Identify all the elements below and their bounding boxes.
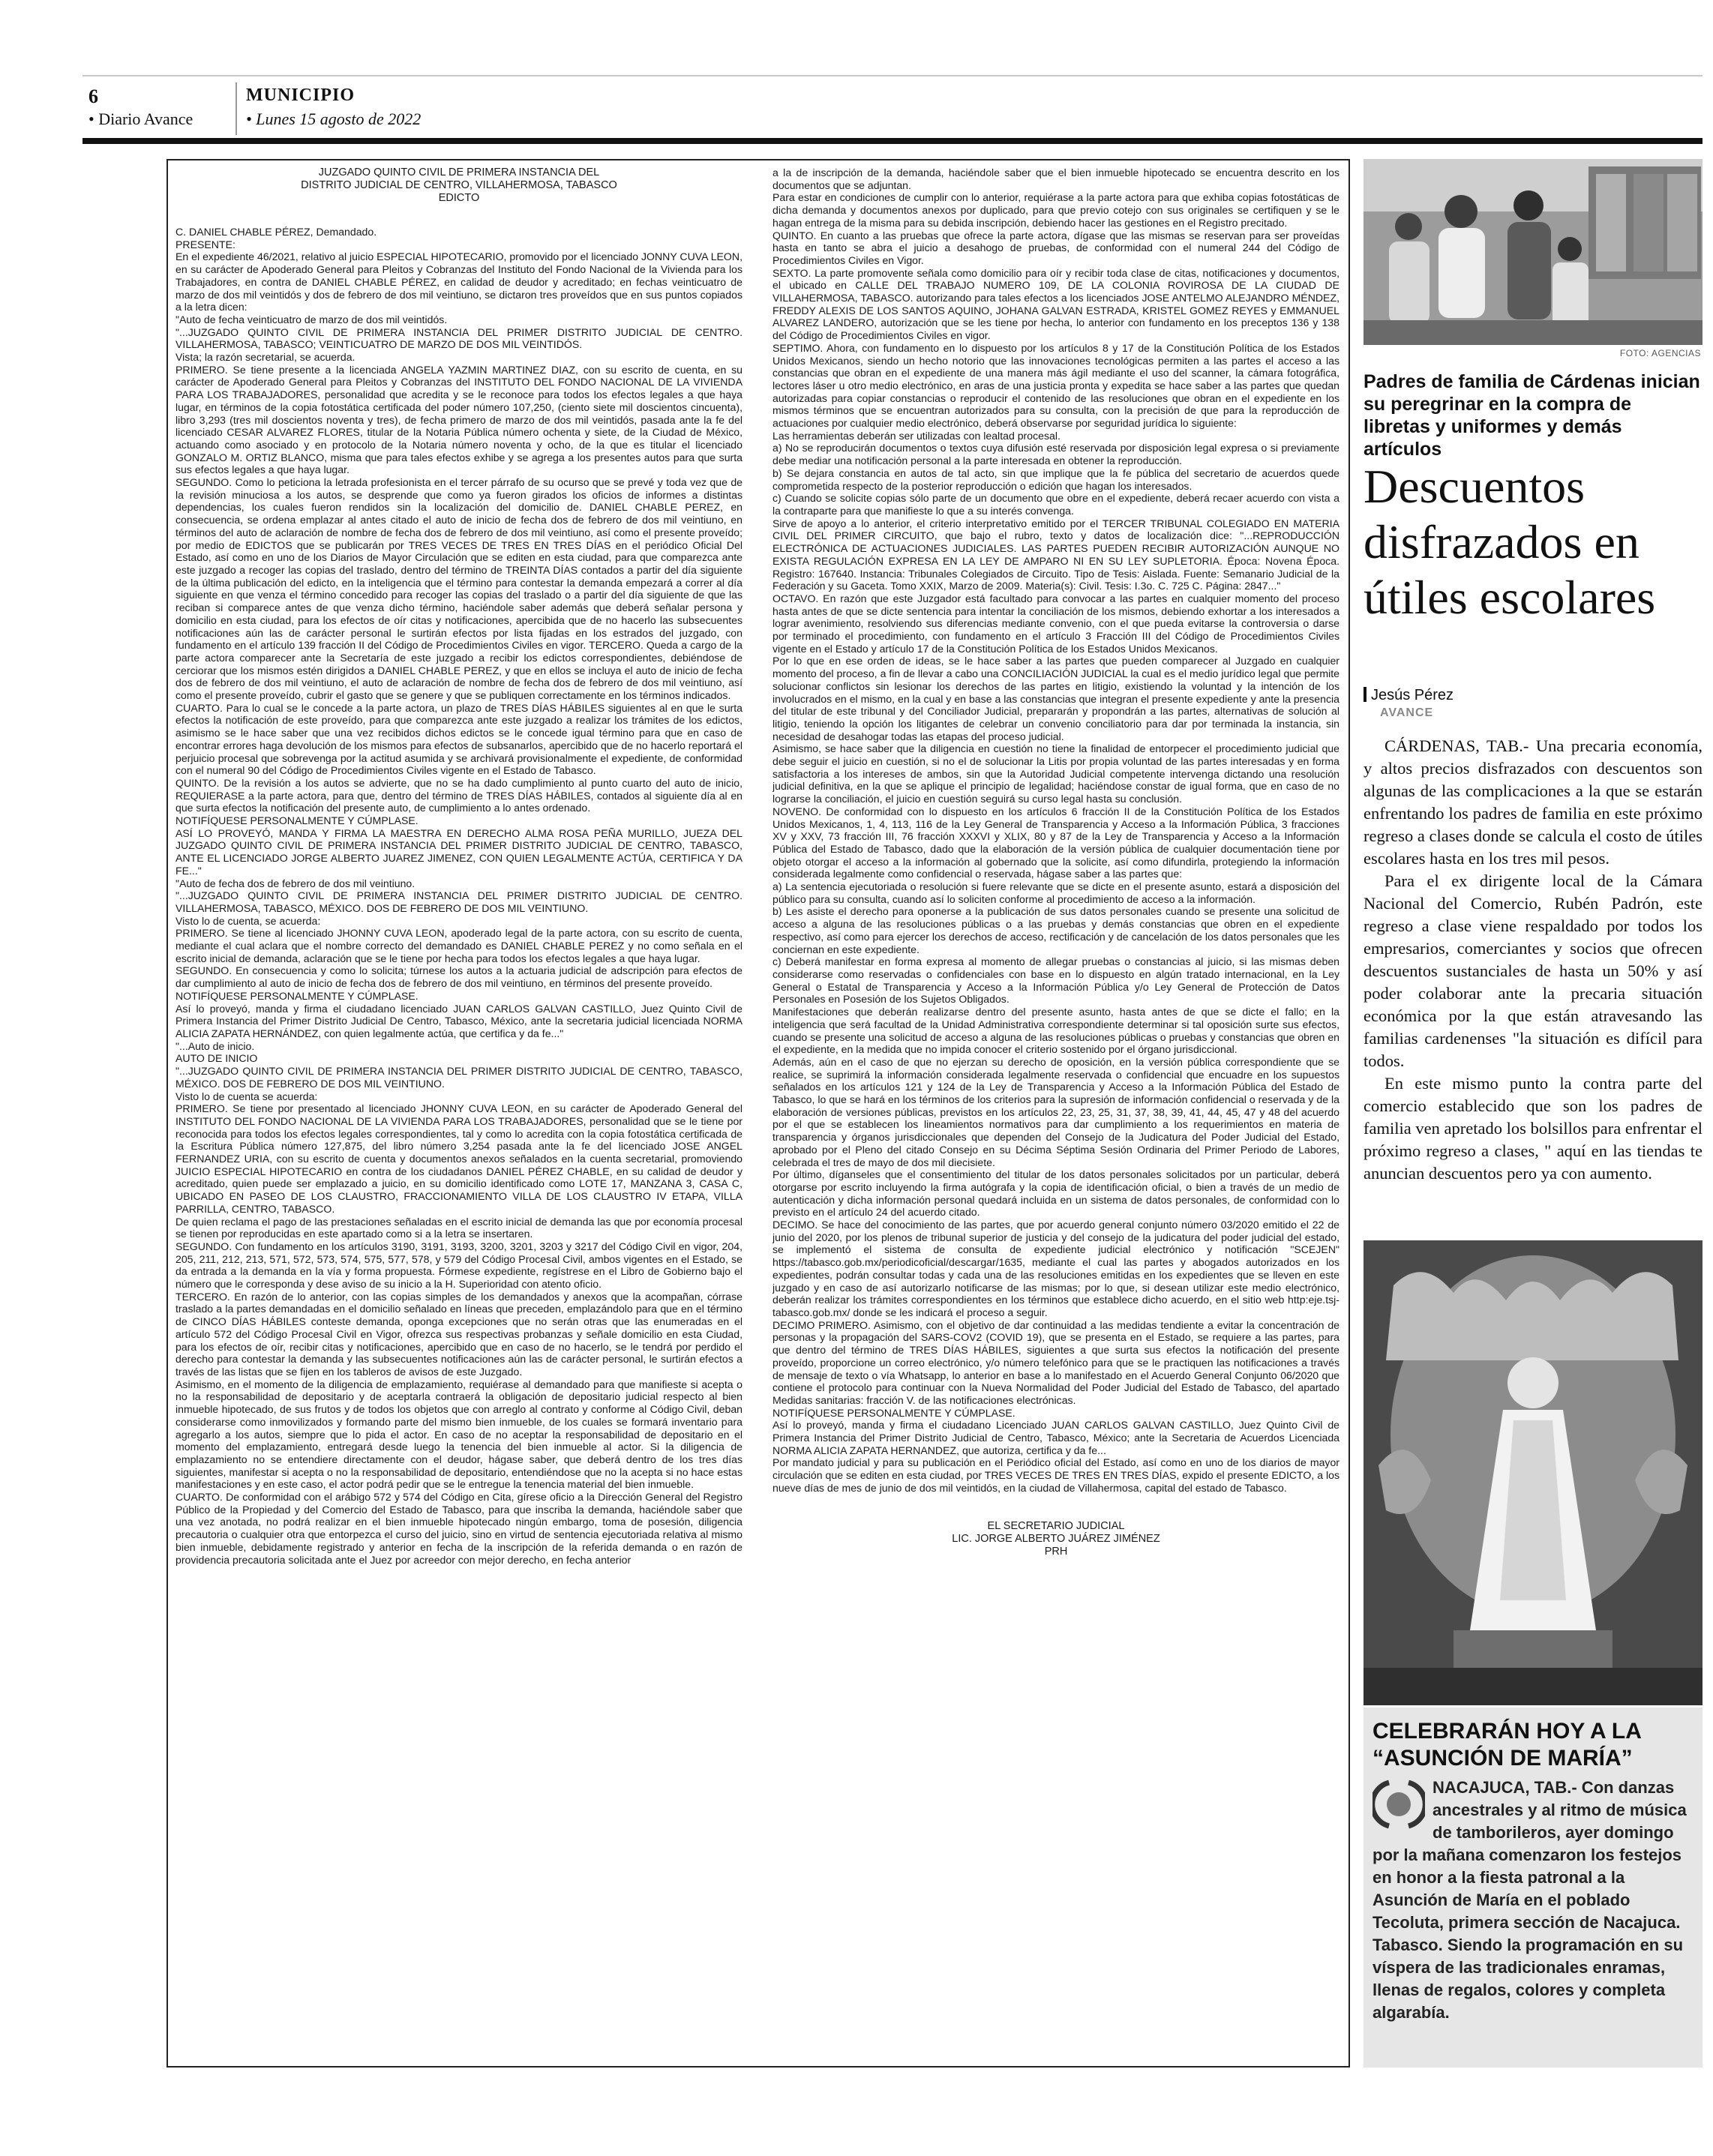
newspaper-name: • Diario Avance <box>88 109 194 128</box>
edict-left-column <box>176 166 742 2060</box>
virgin-mary-photo <box>1364 1240 1702 1705</box>
signature-title: EL SECRETARIO JUDICIAL <box>987 1519 1125 1532</box>
edict-paragraph: C. DANIEL CHABLE PÉREZ, Demandado. <box>176 226 377 238</box>
edict-paragraph: Para estar en condiciones de cumplir con lo anterior, requiérase a la parte actora para que exhiba copias fotostáticas de dicha demanda y documentos anexos por duplicado, para que previo cotejo con sus originales se certifiquen y se le hagan entrega de la misma para su debida inscripción, debiendo hacer las gestiones en el Registro precitado. <box>772 191 1340 229</box>
article-paragraph: Para el ex dirigente local de la Cámara Nacional del Comercio, Rubén Padrón, este regreso a clase viene respaldado por todos los empresarios, comerciantes y socios que ofrecen descuentos sustanciales de hasta un 50% y así poder colaborar ante la precaria situación económica por la que están atravesando las familias cardenenses "la situación es difícil para todos. <box>1364 871 1702 1070</box>
brief-title: CELEBRARÁN HOY A LA “ASUNCIÓN DE MARÍA” <box>1372 1719 1641 1771</box>
edict-paragraph: Por lo que en ese orden de ideas, se le hace saber a las partes que pueden comparecer al Juzgado en cualquier momento del proceso, a fin de llevar a cabo una CONCILIACIÓN JUDICIAL la cual es el medio jurídico legal que permite solucionar conflictos sin lesionar los derechos de las partes en litigio, existiendo la voluntad y la intención de los involucrados en el mismo, en la cual y en base a las constancias que integran el presente expediente y ante la presencia del titular de este tribunal y del Conciliador Judicial, prepararán y propondrán a las partes, alternativas de solución al litigio, teniendo la opción los litigantes de celebrar un convenio conciliatorio para dar por terminada la instancia, sin necesidad de desahogar todas las etapas del proceso judicial. <box>772 655 1340 742</box>
article-headline: Descuentos disfrazados en útiles escolares <box>1364 460 1656 624</box>
edict-paragraph: TERCERO. En razón de lo anterior, con las copias simples de los demandados y anexos que la acompañan, córrase traslado a la partes demandadas en el domicilio señalado en líneas que preceden, emplazándolo para que en el término de CINCO DÍAS HÁBILES conteste demanda, oponga excepciones que no serán otras que las enumeradas en el artículo 572 del Código Procesal Civil en Vigor, ofrezca sus respectivas probanzas y señale domicilio en esta Ciudad, para los efectos de oír, recibir citas y notificaciones, apercibido que en caso de no hacerlo, se le tendrá por perdido el derecho para contestar la demanda y las subsecuentes notificaciones aún las de carácter personal, le surtirán efectos a través de las listas que se fijen en los tableros de avisos de este Juzgado. <box>176 1290 742 1378</box>
edict-court-line-2: DISTRITO JUDICIAL DE CENTRO, VILLAHERMOSA, TABASCO <box>301 179 617 191</box>
edict-paragraph: QUINTO. En cuanto a las pruebas que ofrece la parte actora, dígase que las mismas se reservan para ser proveídas hasta en tanto se abra el juicio a desahogo de pruebas, de conformidad con el numeral 244 del Código de Procedimientos Civiles en Vigor. <box>772 229 1340 266</box>
edict-paragraph: DECIMO PRIMERO. Asimismo, con el objetivo de dar continuidad a las medidas tendiente a evitar la concentración de personas y la propagación del SARS-COV2 (COVID 19), que se presenta en el Estado, se requiere a las partes, para que dentro del término de TRES DÍAS HÁBILES, siguientes a que surta sus efectos la notificación del presente proveído, proporcione un correo electrónico, y/o número telefónico para que se le practiquen las notificaciones a través de mensaje de texto o vía Whatsapp, lo anterior en base a lo manifestado en el Acuerdo General Conjunto 06/2020 que contiene el protocolo para continuar con la Nueva Normalidad del Poder Judicial del Estado de Tabasco, del apartado Medidas sanitarias: fracción V. de las notificaciones electrónicas. <box>772 1318 1340 1406</box>
edict-paragraph: PRIMERO. Se tiene por presentado al licenciado JHONNY CUVA LEON, en su carácter de Apoderado General del INSTITUTO DEL FONDO NACIONAL DE LA VIVIENDA PARA LOS TRABAJADORES, personalidad que se le tiene por reconocida para todos los efectos legales correspondientes, tal y como lo acredita con la copia fotostática certificada de la Escritura Pública número 127,875, del libro número 3,254 pasada ante la fe del licenciado JOSE ANGEL FERNANDEZ URIA, con su escrito de cuenta y documentos anexos señalados en la cuenta secretarial, promoviendo JUICIO ESPECIAL HIPOTECARIO en contra de los ciudadanos DANIEL PÉREZ CHABLE, en su calidad de deudor y acreditado, quien puede ser emplazado a juicio, en su domicilio identificado como LOTE 17, MANZANA 3, CASA C, UBICADO EN PASEO DE LOS CLAUSTRO, FRACCIONAMIENTO VILLA DE LOS CLAUSTRO IV ETAPA, VILLA PARRILLA, CENTRO, TABASCO. <box>176 1102 742 1215</box>
edict-paragraph: Además, aún en el caso de que no ejerzan su derecho de oposición, en la versión pública correspondiente que se realice, se suprimirá la información considerada legalmente reservada o confidencial que encuadre en los supuestos señalados en los artículos 121 y 124 de la Ley de Transparencia y Acceso a la Información Pública del Estado de Tabasco, lo que se hará en los términos de los criterios para la supresión de información confidencial o reservada y de la elaboración de versiones públicas, previstos en los artículos 22, 23, 25, 31, 37, 38, 39, 41, 44, 45, 47 y 48 del acuerdo por el que se establecen los lineamientos normativos para dar cumplimiento a los requerimientos en materia de transparencia y órganos jurisdiccionales que dependen del Consejo de la Judicatura del Poder Judicial del Estado, aprobado por el Pleno del citado Consejo en su Décima Séptima Sesión Ordinaria del Primer Periodo de Labores, celebrada el tres de mayo de dos mil diecisiete. <box>772 1055 1340 1168</box>
virgin-mary-illustration <box>1364 1240 1702 1705</box>
edict-paragraph: Las herramientas deberán ser utilizadas con lealtad procesal. <box>772 429 1060 442</box>
edict-paragraph: SEPTIMO. Ahora, con fundamento en lo dispuesto por los artículos 8 y 17 de la Constitución Política de los Estados Unidos Mexicanos, siendo un hecho notorio que las innovaciones tecnológicas permiten a las partes el acceso a las constancias que obran en el expediente de una manera más ágil mediante el uso del scanner, la cámara fotográfica, lectores láser u otro medio electrónico, en aras de una justicia pronta y expedita se hace saber a las partes que quedan autorizadas para copiar constancias o reproducir el contenido de las resoluciones que obran en el expediente en los mismos términos que se encuentran autorizados para su consulta, con la precisión de que para la reproducción de actuaciones por cualquier medio electrónico, deberá observarse por seguridad jurídica lo siguiente: <box>772 341 1340 430</box>
edict-paragraph: NOTIFÍQUESE PERSONALMENTE Y CÚMPLASE. <box>176 814 418 827</box>
edict-paragraph: b) Les asiste el derecho para oponerse a la publicación de sus datos personales cuando se presente una solicitud de acceso a alguna de las resoluciones públicas o a las pruebas y demás constancias que obren en el expediente respectivo, así como para ejercer los derechos de acceso, rectificación y de cancelación de los datos personales que les conciernan en este expediente. <box>772 905 1340 955</box>
edict-paragraph: En el expediente 46/2021, relativo al juicio ESPECIAL HIPOTECARIO, promovido por el licenciado JONNY CUVA LEON, en su carácter de Apoderado General para Pleitos y Cobranzas del Instituto del Fondo Nacional de la Vivienda para los Trabajadores, en contra de DANIEL CHABLE PÉREZ, en calidad de deudor y acreditado; en fechas veinticuatro de marzo de dos mil veintidós y dos de febrero de dos mil veintiuno, se dictaron tres proveídos que en sus puntos copiados a la letra dicen: <box>176 250 742 313</box>
edict-paragraph: a) La sentencia ejecutoriada o resolución si fuere relevante que se dicte en el presente asunto, estará a disposición del público para su consulta, cuando así lo soliciten conforme al procedimiento de acceso a la información. <box>772 880 1340 905</box>
edict-paragraph: DECIMO. Se hace del conocimiento de las partes, que por acuerdo general conjunto número 03/2020 emitido el 22 de junio del 2020, por los plenos de tribunal superior de justicia y del consejo de la judicatura del poder judicial del estado, se implementó el sistema de consulta de expediente judicial electrónico y notificación "SCEJEN" https://tabasco.gob.mx/periodicoficial/descargar/1635, mediante el cual las partes y abogados autorizados en los expedientes, podrán consultar todas y cada una de las resoluciones emitidas en los expedientes que se lleven en este juzgado y en caso de así autorizarlo notificarse de las mismas; por lo que, si desean utilizar este medio electrónico, deberán realizar los trámites correspondientes en los términos que establece dicho acuerdo, en el sitio web http:eje.tsj-tabasco.gob.mx/ donde se les indicará el proceso a seguir. <box>772 1219 1340 1318</box>
edict-paragraph: "...JUZGADO QUINTO CIVIL DE PRIMERA INSTANCIA DEL PRIMER DISTRITO JUDICIAL DE CENTRO. VILLAHERMOSA, TABASCO, MÉXICO. DOS DE FEBRERO DE DOS MIL VEINTIUNO. <box>176 889 742 914</box>
edict-paragraph: De quien reclama el pago de las prestaciones señaladas en el escrito inicial de demanda las que por economía procesal se tienen por reproducidas en este apartado como si a la letra se insertaren. <box>176 1215 742 1240</box>
byline-bar <box>1364 687 1366 702</box>
edict-paragraph: Sirve de apoyo a lo anterior, el criterio interpretativo emitido por el TERCER TRIBUNAL COLEGIADO EN MATERIA CIVIL DEL PRIMER CIRCUITO, que bajo el rubro, texto y datos de localización dice: "...REPRODUCCIÓN ELECTRÓNICA DE ACTUACIONES JUDICIALES. LAS PARTES PUEDEN RECIBIR AUTORIZACIÓN AUNQUE NO EXISTA REGULACIÓN EXPRESA EN LA LEY DE AMPARO NI EN SU LEY SUPLETORIA. Época: Novena Época. Registro: 167640. Instancia: Tribunales Colegiados de Circuito. Tipo de Tesis: Aislada. Fuente: Semanario Judicial de la Federación y su Gaceta. Tomo XXIX, Marzo de 2009. Materia(s): Civil. Tesis: I.3o. C. 725 C. Página: 2847..." <box>772 517 1340 592</box>
brief-text: NACAJUCA, TAB.- Con danzas ancestrales y al ritmo de música de tamborileros, ayer domingo por la mañana comenzaron los festejos en honor a la fiesta patronal a la Asunción de María en el poblado Tecoluta, primera sección de Nacajuca. Tabasco. Siendo la programación en su víspera de las tradicionales enramas, llenas de regalos, colores y completa algarabía. <box>1372 1778 1687 2022</box>
news-brief <box>1364 1708 1702 2068</box>
photo-credit: FOTO: AGENCIAS <box>1619 348 1701 358</box>
byline-author: Jesús Pérez <box>1371 687 1454 703</box>
edict-paragraph: OCTAVO. En razón que este Juzgador está facultado para convocar a las partes en cualquier momento del proceso hasta antes de que se dicte sentencia para intentar la conciliación de los mismos, debiendo exhortar a los interesados a lograr avenimiento, resolviendo sus diferencias mediante convenio, con el que pueda evitarse la controversia o darse por terminado el procedimiento, con fundamento en el artículo 3 Fracción III del Código de Procedimientos Civiles vigente en el Estado y artículo 17 de la Constitución Política de los Estados Unidos Mexicanos. <box>772 592 1340 655</box>
legal-edict <box>166 159 1350 2068</box>
signature-name: LIC. JORGE ALBERTO JUÁREZ JIMÉNEZ <box>952 1532 1160 1545</box>
edict-paragraph: Por último, díganseles que el consentimiento del titular de los datos personales solicitados por un particular, deberá otorgarse por escrito incluyendo la firma autógrafa y la copia de identificación oficial, o bien a través de un medio de autenticación y dicha información personal quedará incluida en un sistema de datos personales, de conformidad con lo previsto en el artículo 24 del acuerdo citado. <box>772 1168 1340 1219</box>
edict-paragraph: SEXTO. La parte promovente señala como domicilio para oír y recibir toda clase de citas, notificaciones y documentos, el ubicado en CALLE DEL TRABAJO NUMERO 109, DE LA COLONIA ROVIROSA DE LA CIUDAD DE VILLAHERMOSA, TABASCO. autorizando para tales efectos a los licenciados JOSE ANTELMO ALEJANDRO MÉNDEZ, FREDDY ALEXIS DE LOS SANTOS AQUINO, JOHANA GALVAN ESTRADA, KRISTEL GOMEZ REYES y EMMANUEL ALVAREZ LANDERO, autorización que se les tiene por hecha, lo anterior con fundamento en los preceptos 136 y 138 del Código de Procedimientos Civiles en vigor. <box>772 266 1340 342</box>
edict-paragraph: QUINTO. De la revisión a los autos se advierte, que no se ha dado cumplimiento al punto cuarto del auto de inicio, REQUIERASE a la parte actora, para que, dentro del término de TRES DÍAS HÁBILES, contados al siguiente día al en que surta efectos la notificación del presente auto, de cumplimiento a lo antes ordenado. <box>176 776 742 814</box>
header-top-rule <box>82 75 1702 76</box>
edict-paragraph: "Auto de fecha dos de febrero de dos mil veintiuno. <box>176 877 416 889</box>
edict-paragraph: Visto lo de cuenta se acuerda: <box>176 1090 318 1102</box>
edict-paragraph: PRESENTE: <box>176 238 236 250</box>
article-body <box>1364 735 1702 1185</box>
edict-paragraph: NOVENO. De conformidad con lo dispuesto en los artículos 6 fracción II de la Constitución Política de los Estados Unidos Mexicanos, 1, 4, 113, 116 de la Ley General de Transparencia y Acceso a la Información Pública, 3 fracciones XV y XXV, 73 fracción III, 76 fracción XXXVI y XLIX, 80 y 87 de la Ley de Transparencia y Acceso a la Información Pública del Estado de Tabasco, dado que la elaboración de la versión pública de cualquier documentación tiene por objeto otorgar el acceso a la información al gobernado que la solicite, así como difundirla, protegiendo la información considerada legalmente como confidencial o reservada, hágase saber a las partes que: <box>772 805 1340 880</box>
edict-paragraph: c) Deberá manifestar en forma expresa al momento de allegar pruebas o constancias al juicio, si las mismas deben considerarse como reservadas o confidenciales con base en lo dispuesto en algún tratado internacional, en la Ley General o Estatal de Transparencia y Acceso a la Información Pública y/o Ley General de Protección de Datos Personales en Posesión de los Sujetos Obligados. <box>772 955 1340 1006</box>
edict-paragraph: "Auto de fecha veinticuatro de marzo de dos mil veintidós. <box>176 313 448 325</box>
article-paragraph: En este mismo punto la contra parte del comercio establecido que son los padres de familia ven apretado los bolsillos para enfrentar el próximo regreso a clases, " aquí en las tiendas te anuncian descuentos pero ya con aumento. <box>1364 1074 1702 1183</box>
edict-paragraph: ASÍ LO PROVEYÓ, MANDA Y FIRMA LA MAESTRA EN DERECHO ALMA ROSA PEÑA MURILLO, JUEZA DEL JUZGADO QUINTO CIVIL DE PRIMERA INSTANCIA DEL PRIMER DISTRITO JUDICIAL DE CENTRO, TABASCO, ANTE EL LICENCIADO JORGE ALBERTO JUAREZ JIMENEZ, CON QUIEN LEGALMENTE ACTÚA, CERTIFICA Y DA FE..." <box>176 826 742 877</box>
page-header <box>82 75 1702 142</box>
edict-paragraph: c) Cuando se solicite copias sólo parte de un documento que obre en el expediente, deberá recaer acuerdo con vista a la contraparte para que manifieste lo que a su interés convenga. <box>772 492 1340 517</box>
edict-paragraph: PRIMERO. Se tiene presente a la licenciada ANGELA YAZMIN MARTINEZ DIAZ, con su escrito de cuenta, en su carácter de Apoderado General para Pleitos y Cobranzas del INSTITUTO DEL FONDO NACIONAL DE LA VIVIENDA PARA LOS TRABAJADORES, personalidad que acredita y se le reconoce para todos los efectos legales a que haya lugar, en términos de la copia fotostática certificada del poder número 107,250, (ciento siete mil doscientos cincuenta), libro 3,293 (tres mil doscientos noventa y tres), de fecha primero de marzo de dos mil veintidós, pasada ante la fe del licenciado CESAR ALVAREZ FLORES, titular de la Notaria Pública número ochenta y siete, de la Ciudad de México, actuando como asociado y en protocolo de la Notaria número noventa y ocho, de la que es titular el licenciado GONZALO M. ORTIZ BLANCO, misma que para tales efectos exhibe y se agrega a los presentes autos para que surta sus efectos legales a que haya lugar. <box>176 363 742 476</box>
edict-paragraph: Asimismo, en el momento de la diligencia de emplazamiento, requiérase al demandado para que manifieste si acepta o no la responsabilidad de depositario y de aceptarla contraerá la obligación de depositario judicial respecto al bien inmueble hipotecado, de sus frutos y de todos los objetos que con arreglo al contrato y conforme al Código Civil, deban considerarse como inmovilizados y formando parte del mismo bien inmueble, de los cuales se formará inventario para agregarlo a los autos, siempre que lo pida el actor. En caso de no aceptar la responsabilidad de depositario en el momento del emplazamiento, entregará desde luego la tenencia del bien inmueble al actor. Si la diligencia de emplazamiento no se entendiere directamente con el deudor, hágase saber, que deberá dentro de los tres días siguientes, manifestar si acepta o no la responsabilidad de depositario, entendiéndose que no la acepta si no hace estas manifestaciones y en este caso, el actor podrá pedir que se le entregue la tenencia material del bien inmueble. <box>176 1378 742 1491</box>
edict-paragraph: Asimismo, se hace saber que la diligencia en cuestión no tiene la finalidad de entorpecer el procedimiento judicial que debe seguir el juicio en cuestión, si no el de solucionar la Litis por propia voluntad de las partes interesadas y en forma satisfactoria a los intereses de ambos, sin que la Autoridad Judicial competente intervenga dictando una resolución judicial definitiva, en la que se aplique el principio de legalidad; haciéndose constar de igual forma, que en caso de no lograrse la conciliación, el juicio en cuestión seguirá su curso legal hasta su conclusión. <box>772 742 1340 805</box>
edict-paragraph: CUARTO. Para lo cual se le concede a la parte actora, un plazo de TRES DÍAS HÁBILES siguientes al en que le surta efectos la notificación de este proveído, para que comparezca ante este juzgado a realizar los trámites de los edictos, asimismo se le hace saber que una vez recibidos dichos edictos se le concede igual término para que en caso de encontrar errores haga devolución de los mismos para efectos de subsanarlos, apercibido que de no hacerlo reportará el perjuicio procesal que sobrevenga por la actitud asumida y se archivará provisionalmente el expediente, de conformidad con el numeral 90 del Código de Procedimientos Civiles vigente en el Estado de Tabasco. <box>176 701 742 777</box>
edict-paragraph: SEGUNDO. En consecuencia y como lo solicita; túrnese los autos a la actuaria judicial de adscripción para efectos de dar cumplimiento al auto de inicio de fecha dos de febrero de dos mil veintiuno, en términos del presente proveído. <box>176 964 742 990</box>
brief-body <box>1372 1777 1694 2024</box>
edict-paragraph: a la de inscripción de la demanda, haciéndole saber que el bien inmueble hipotecado se encuentra descrito en los documentos que se adjuntan. <box>772 166 1340 191</box>
edict-paragraph: PRIMERO. Se tiene al licenciado JHONNY CUVA LEON, apoderado legal de la parte actora, con su escrito de cuenta, mediante el cual aclara que el nombre correcto del demandado es DANIEL CHABLE PEREZ y no como señala en el escrito inicial de demanda, aclaración que se le tiene por hecha para todos los efectos legales a que haya lugar. <box>176 927 742 964</box>
section-name: MUNICIPIO <box>246 85 355 105</box>
edict-paragraph: Vista; la razón secretarial, se acuerda. <box>176 351 356 364</box>
edict-paragraph: SEGUNDO. Como lo peticiona la letrada profesionista en el tercer párrafo de su ocurso que se prevé y toda vez que de la revisión minuciosa a los autos, se desprende que como ya fueron girados los oficios de informes a distintas dependencias, los cuales fueron rendidos sin la localización del domicilio de. DANIEL CHABLE PEREZ, en consecuencia, se ordena emplazar al antes citado el auto de inicio de fecha dos de febrero de dos mil veintiuno, en términos del auto de aclaración de nombre de fecha dos de febrero de dos mil veintiuno, así como el presente proveído; por medio de EDICTOS que se publicarán por TRES VECES DE TRES EN TRES DÍAS en el periódico Oficial Del Estado, así como en uno de los Diarios de Mayor Circulación que se editen en esta ciudad, para que comparezca ante este juzgado a recoger las copias del traslado, dentro del término de TREINTA DÍAS contados a partir del día siguiente de la última publicación del edicto, en la inteligencia que el término para contestar la demanda empezará a correr al día siguiente en que venza el término concedido para recoger las copias del traslado o a partir del día siguiente de que las reciban si comparece antes de que venza dicho término, haciéndole saber además que deberá señalar persona y domicilio en esta ciudad, para los efectos de oír citas y notificaciones, apercibida que de no hacerlo las subsecuentes notificaciones aún las de carácter personal le surtirán efectos por lista fijadas en los estrados del juzgado, con fundamento en el artículo 139 fracción II del Código de Procedimientos Civiles en vigor. TERCERO. Queda a cargo de la parte actora comparecer ante la Secretaría de este juzgado a recibir los edictos correspondientes, debiéndose de cerciorar que los mismos estén dirigidos a DANIEL CHABLE PEREZ, y que en ellos se incluya el auto de inicio de fecha dos de febrero de dos mil veintiuno, el auto de aclaración de nombre de fecha dos de febrero de dos mil veintiuno, así como el presente proveído, cubrir el gasto que se genere y que se publiquen correctamente en los términos indicados. <box>176 476 742 702</box>
edict-paragraph: SEGUNDO. Con fundamento en los artículos 3190, 3191, 3193, 3200, 3201, 3203 y 3217 del Código Civil en vigor, 204, 205, 211, 212, 213, 571, 572, 573, 574, 575, 577, 578, y 579 del Código Procesal Civil, ambos vigentes en el Estado, se da entrada a la demanda en la vía y forma propuesta. Fórmese expediente, regístrese en el Libro de Gobierno bajo el número que le corresponda y dese aviso de su inicio a la H. Superioridad con atento oficio. <box>176 1240 742 1291</box>
edict-title: EDICTO <box>438 192 480 204</box>
edict-paragraph: NOTIFÍQUESE PERSONALMENTE Y CÚMPLASE. <box>176 989 418 1002</box>
school-shopping-photo-illustration <box>1364 159 1702 345</box>
header-rule <box>82 138 1702 144</box>
edict-paragraph: "...Auto de inicio. <box>176 1039 255 1052</box>
edict-paragraph: Visto lo de cuenta, se acuerda: <box>176 914 321 927</box>
article-kicker: Padres de familia de Cárdenas inician su peregrinar en la compra de libretas y uniformes y demás artículos <box>1364 371 1700 460</box>
edict-paragraph: "...JUZGADO QUINTO CIVIL DE PRIMERA INSTANCIA DEL PRIMER DISTRITO JUDICIAL DE CENTRO, TABASCO, MÉXICO. DOS DE FEBRERO DE DOS MIL VEINTIUNO. <box>176 1065 742 1090</box>
signature-initials: PRH <box>1044 1545 1068 1558</box>
edict-court-line-1: JUZGADO QUINTO CIVIL DE PRIMERA INSTANCIA DEL <box>318 166 600 178</box>
edict-paragraph: Manifestaciones que deberán realizarse dentro del presente asunto, hasta antes de que se dicte el fallo; en la inteligencia que será facultad de la Unidad Administrativa correspondiente determinar si tal oposición surte sus efectos, cuando se presente una solicitud de acceso a alguna de las resoluciones públicas o pruebas y constancias que obren en el expediente, en la medida que no impida conocer el criterio sostenido por el órgano jurisdiccional. <box>772 1006 1340 1056</box>
byline-agency: AVANCE <box>1380 706 1434 719</box>
page-number: 6 <box>88 85 98 107</box>
edict-paragraph: AUTO DE INICIO <box>176 1052 258 1065</box>
header-divider <box>236 82 237 135</box>
edict-paragraph: CUARTO. De conformidad con el arábigo 572 y 574 del Código en Cita, gírese oficio a la Dirección General del Registro Público de la Propiedad y del Comercio del Estado de Tabasco, para que inscriba la demanda, haciéndole saber que una vez anotada, no podrá realizar en el bien inmueble hipotecado ningún embargo, toma de posesión, diligencia precautoria o cualquier otra que entorpezca el curso del juicio, sino en virtud de sentencia ejecutoriada relativa al mismo bien inmueble, debidamente registrado y anterior en fecha de la inscripción de la referida demanda o en razón de providencia precautoria solicitada ante el Juez por acreedor con mejor derecho, en fecha anterior <box>176 1491 742 1566</box>
edict-paragraph: "...JUZGADO QUINTO CIVIL DE PRIMERA INSTANCIA DEL PRIMER DISTRITO JUDICIAL DE CENTRO. VILLAHERMOSA, TABASCO; VEINTICUATRO DE MARZO DE DOS MIL VEINTIDÓS. <box>176 325 742 351</box>
edict-paragraph: Así lo proveyó, manda y firma el ciudadano licenciado JUAN CARLOS GALVAN CASTILLO, Juez Quinto Civil de Primera Instancia del Primer Distrito Judicial De Centro, Tabasco, México, ante la secretaria judicial licenciada NORMA ALICIA ZAPATA HERNÁNDEZ, con quien legalmente actúa, que certifica y da fe..." <box>176 1002 742 1039</box>
edict-paragraph: a) No se reproducirán documentos o textos cuya difusión esté reservada por disposición legal expresa o si previamente debe mediar una notificación personal a la parte interesada en obtener la reproducción. <box>772 442 1340 467</box>
edict-paragraph: Así lo proveyó, manda y firma el ciudadano Licenciado JUAN CARLOS GALVAN CASTILLO, Juez Quinto Civil de Primera Instancia del Primer Distrito Judicial de Centro, Tabasco, México; ante la Secretaria de Acuerdos Licenciada NORMA ALICIA ZAPATA HERNANDEZ, que autoriza, certifica y da fe... <box>772 1419 1340 1456</box>
article-paragraph: CÁRDENAS, TAB.- Una precaria economía, y altos precios disfrazados con descuentos son algunas de las complicaciones a la que se estarán enfrentando los padres de familia en este próximo regreso a clases donde se calcula el costo de útiles escolares hasta en los tres mil pesos. <box>1364 736 1702 868</box>
broadcast-icon <box>1372 1777 1425 1832</box>
edict-paragraph: Por mandato judicial y para su publicación en el Periódico oficial del Estado, así como en uno de los diarios de mayor circulación que se editen en esta ciudad, por TRES VECES DE TRES EN TRES DÍAS, expido el presente EDICTO, a los nueve días de mes de junio de dos mil veintidós, en la ciudad de Villahermosa, capital del estado de Tabasco. <box>772 1456 1340 1494</box>
edict-paragraph: NOTIFÍQUESE PERSONALMENTE Y CÚMPLASE. <box>772 1406 1016 1419</box>
edict-right-column <box>772 166 1340 2060</box>
edict-paragraph: b) Se dejara constancia en autos de tal acto, sin que implique que la fe pública del secretario de acuerdos quede comprometida respecto de la posterior reproducción o edición que hagan los interesados. <box>772 466 1340 492</box>
school-shopping-photo <box>1364 159 1702 345</box>
issue-date: • Lunes 15 agosto de 2022 <box>246 109 422 128</box>
article-byline <box>1364 687 1454 704</box>
news-sidebar <box>1364 159 1702 2068</box>
